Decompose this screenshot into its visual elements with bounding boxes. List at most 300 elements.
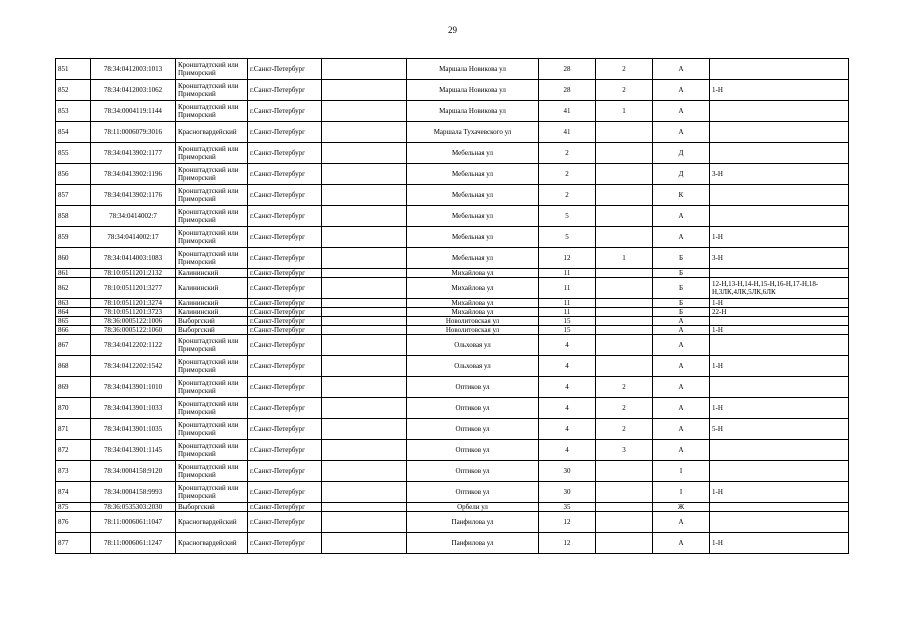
building-cell [596,122,653,143]
table-row [56,143,849,164]
premises-cell: 22-Н [710,308,849,317]
street-cell: Михайлова ул [407,278,539,299]
letter-cell: Д [653,143,710,164]
district-cell: Красногвардейский [176,533,248,554]
row-number-cell: 856 [56,164,91,185]
city-cell: г.Санкт-Петербург [248,299,322,308]
row-number-cell: 874 [56,482,91,503]
district-cell: Кронштадтский или Приморский [176,164,248,185]
street-cell: Маршала Новикова ул [407,59,539,80]
building-cell: 2 [596,59,653,80]
district-cell: Выборгский [176,503,248,512]
city-cell: г.Санкт-Петербург [248,326,322,335]
city-cell: г.Санкт-Петербург [248,398,322,419]
row-number-cell: 875 [56,503,91,512]
house-number-cell: 41 [539,122,596,143]
table-row [56,80,849,101]
building-cell [596,206,653,227]
premises-cell [710,122,849,143]
district-cell: Кронштадтский или Приморский [176,206,248,227]
table-row [56,512,849,533]
house-number-cell: 12 [539,512,596,533]
cadastral-number-cell: 78:34:0414003:1083 [91,248,176,269]
house-number-cell: 4 [539,356,596,377]
premises-cell: 1-Н [710,326,849,335]
street-cell: Панфилова ул [407,512,539,533]
row-number-cell: 869 [56,377,91,398]
building-cell [596,326,653,335]
letter-cell: А [653,227,710,248]
district-cell: Кронштадтский или Приморский [176,143,248,164]
city-cell: г.Санкт-Петербург [248,503,322,512]
premises-cell [710,185,849,206]
house-number-cell: 5 [539,227,596,248]
street-cell: Ольховая ул [407,335,539,356]
row-number-cell: 859 [56,227,91,248]
cadastral-number-cell: 78:34:0414002:7 [91,206,176,227]
premises-cell [710,335,849,356]
letter-cell: Б [653,269,710,278]
street-cell: Мебельная ул [407,143,539,164]
empty-cell [322,512,407,533]
letter-cell: А [653,317,710,326]
cadastral-number-cell: 78:34:0004158:9120 [91,461,176,482]
house-number-cell: 28 [539,80,596,101]
city-cell: г.Санкт-Петербург [248,461,322,482]
row-number-cell: 855 [56,143,91,164]
building-cell [596,143,653,164]
street-cell: Михайлова ул [407,308,539,317]
house-number-cell: 4 [539,398,596,419]
premises-cell [710,143,849,164]
empty-cell [322,440,407,461]
empty-cell [322,317,407,326]
city-cell: г.Санкт-Петербург [248,143,322,164]
table-row [56,206,849,227]
house-number-cell: 12 [539,248,596,269]
letter-cell: К [653,185,710,206]
letter-cell: А [653,101,710,122]
letter-cell: А [653,59,710,80]
house-number-cell: 4 [539,335,596,356]
row-number-cell: 865 [56,317,91,326]
city-cell: г.Санкт-Петербург [248,308,322,317]
letter-cell: Б [653,299,710,308]
table-row [56,533,849,554]
table-row [56,317,849,326]
cadastral-number-cell: 78:34:0412202:1122 [91,335,176,356]
building-cell: 1 [596,101,653,122]
city-cell: г.Санкт-Петербург [248,317,322,326]
district-cell: Кронштадтский или Приморский [176,335,248,356]
cadastral-number-cell: 78:36:0005122:1006 [91,317,176,326]
row-number-cell: 868 [56,356,91,377]
row-number-cell: 873 [56,461,91,482]
row-number-cell: 854 [56,122,91,143]
district-cell: Выборгский [176,326,248,335]
city-cell: г.Санкт-Петербург [248,227,322,248]
row-number-cell: 862 [56,278,91,299]
empty-cell [322,299,407,308]
table-row [56,398,849,419]
table-row [56,461,849,482]
letter-cell: А [653,206,710,227]
premises-cell: 5-Н [710,419,849,440]
district-cell: Кронштадтский или Приморский [176,377,248,398]
district-cell: Кронштадтский или Приморский [176,59,248,80]
building-cell: 2 [596,419,653,440]
empty-cell [322,227,407,248]
letter-cell: А [653,80,710,101]
premises-cell [710,503,849,512]
building-cell: 2 [596,80,653,101]
house-number-cell: 11 [539,269,596,278]
district-cell: Кронштадтский или Приморский [176,482,248,503]
district-cell: Кронштадтский или Приморский [176,227,248,248]
cadastral-number-cell: 78:34:0413901:1010 [91,377,176,398]
table-body [56,59,849,554]
cadastral-number-cell: 78:36:0535303:2030 [91,503,176,512]
city-cell: г.Санкт-Петербург [248,533,322,554]
table-row [56,269,849,278]
letter-cell: А [653,335,710,356]
empty-cell [322,122,407,143]
cadastral-number-cell: 78:11:0006061:1047 [91,512,176,533]
district-cell: Калининский [176,308,248,317]
city-cell: г.Санкт-Петербург [248,482,322,503]
street-cell: Ольховая ул [407,356,539,377]
cadastral-number-cell: 78:34:0004158:9993 [91,482,176,503]
house-number-cell: 2 [539,185,596,206]
empty-cell [322,59,407,80]
letter-cell: А [653,419,710,440]
district-cell: Кронштадтский или Приморский [176,419,248,440]
district-cell: Красногвардейский [176,512,248,533]
row-number-cell: 860 [56,248,91,269]
letter-cell: А [653,533,710,554]
house-number-cell: 30 [539,461,596,482]
letter-cell: І [653,482,710,503]
house-number-cell: 15 [539,326,596,335]
premises-cell [710,317,849,326]
empty-cell [322,326,407,335]
empty-cell [322,398,407,419]
row-number-cell: 872 [56,440,91,461]
house-number-cell: 11 [539,308,596,317]
letter-cell: А [653,122,710,143]
building-cell [596,164,653,185]
street-cell: Мебельная ул [407,185,539,206]
table-row [56,299,849,308]
table-row [56,326,849,335]
row-number-cell: 864 [56,308,91,317]
street-cell: Новолитовская ул [407,317,539,326]
cadastral-number-cell: 78:34:0413901:1145 [91,440,176,461]
house-number-cell: 4 [539,440,596,461]
building-cell [596,512,653,533]
row-number-cell: 861 [56,269,91,278]
house-number-cell: 30 [539,482,596,503]
street-cell: Панфилова ул [407,533,539,554]
letter-cell: Д [653,164,710,185]
row-number-cell: 870 [56,398,91,419]
table-row [56,356,849,377]
cadastral-number-cell: 78:10:0511201:3274 [91,299,176,308]
row-number-cell: 876 [56,512,91,533]
table-row [56,278,849,299]
registry-table [55,58,849,554]
empty-cell [322,503,407,512]
letter-cell: А [653,512,710,533]
street-cell: Оптиков ул [407,398,539,419]
building-cell [596,503,653,512]
building-cell [596,533,653,554]
row-number-cell: 851 [56,59,91,80]
street-cell: Михайлова ул [407,269,539,278]
house-number-cell: 12 [539,533,596,554]
table-row [56,335,849,356]
house-number-cell: 2 [539,143,596,164]
city-cell: г.Санкт-Петербург [248,248,322,269]
empty-cell [322,377,407,398]
street-cell: Михайлова ул [407,299,539,308]
letter-cell: А [653,398,710,419]
city-cell: г.Санкт-Петербург [248,512,322,533]
building-cell [596,308,653,317]
building-cell: 1 [596,248,653,269]
table-row [56,482,849,503]
building-cell [596,482,653,503]
cadastral-number-cell: 78:34:0413902:1176 [91,185,176,206]
city-cell: г.Санкт-Петербург [248,377,322,398]
city-cell: г.Санкт-Петербург [248,419,322,440]
premises-cell: 3-Н [710,164,849,185]
cadastral-number-cell: 78:34:0413902:1196 [91,164,176,185]
building-cell [596,317,653,326]
building-cell [596,335,653,356]
city-cell: г.Санкт-Петербург [248,440,322,461]
building-cell [596,269,653,278]
street-cell: Орбели ул [407,503,539,512]
premises-cell [710,440,849,461]
empty-cell [322,278,407,299]
row-number-cell: 858 [56,206,91,227]
district-cell: Кронштадтский или Приморский [176,248,248,269]
building-cell: 2 [596,398,653,419]
premises-cell [710,269,849,278]
cadastral-number-cell: 78:36:0005122:1060 [91,326,176,335]
table-row [56,248,849,269]
page-number: 29 [448,25,457,35]
row-number-cell: 857 [56,185,91,206]
premises-cell [710,206,849,227]
district-cell: Кронштадтский или Приморский [176,80,248,101]
district-cell: Кронштадтский или Приморский [176,101,248,122]
city-cell: г.Санкт-Петербург [248,122,322,143]
empty-cell [322,143,407,164]
premises-cell [710,59,849,80]
street-cell: Оптиков ул [407,377,539,398]
letter-cell: А [653,356,710,377]
building-cell [596,185,653,206]
premises-cell: 1-Н [710,227,849,248]
letter-cell: Б [653,278,710,299]
cadastral-number-cell: 78:34:0004119:1144 [91,101,176,122]
letter-cell: А [653,326,710,335]
premises-cell: 1-Н [710,482,849,503]
row-number-cell: 852 [56,80,91,101]
building-cell: 3 [596,440,653,461]
table-row [56,419,849,440]
street-cell: Оптиков ул [407,440,539,461]
building-cell [596,299,653,308]
table-row [56,377,849,398]
cadastral-number-cell: 78:34:0412202:1542 [91,356,176,377]
letter-cell: Б [653,308,710,317]
row-number-cell: 867 [56,335,91,356]
premises-cell [710,512,849,533]
table-row [56,185,849,206]
city-cell: г.Санкт-Петербург [248,206,322,227]
empty-cell [322,308,407,317]
city-cell: г.Санкт-Петербург [248,356,322,377]
cadastral-number-cell: 78:34:0412003:1062 [91,80,176,101]
building-cell [596,461,653,482]
row-number-cell: 853 [56,101,91,122]
house-number-cell: 4 [539,419,596,440]
house-number-cell: 41 [539,101,596,122]
letter-cell: І [653,461,710,482]
cadastral-number-cell: 78:10:0511201:2132 [91,269,176,278]
table-row [56,101,849,122]
empty-cell [322,269,407,278]
district-cell: Кронштадтский или Приморский [176,398,248,419]
premises-cell [710,377,849,398]
district-cell: Калининский [176,278,248,299]
district-cell: Кронштадтский или Приморский [176,440,248,461]
empty-cell [322,185,407,206]
table-row [56,503,849,512]
city-cell: г.Санкт-Петербург [248,101,322,122]
street-cell: Оптиков ул [407,482,539,503]
building-cell [596,356,653,377]
table-row [56,440,849,461]
empty-cell [322,482,407,503]
building-cell [596,227,653,248]
cadastral-number-cell: 78:34:0412003:1013 [91,59,176,80]
premises-cell: 3-Н [710,248,849,269]
district-cell: Калининский [176,299,248,308]
empty-cell [322,248,407,269]
premises-cell: 1-Н [710,533,849,554]
district-cell: Калининский [176,269,248,278]
house-number-cell: 15 [539,317,596,326]
premises-cell [710,101,849,122]
house-number-cell: 11 [539,278,596,299]
empty-cell [322,164,407,185]
city-cell: г.Санкт-Петербург [248,335,322,356]
cadastral-number-cell: 78:34:0413901:1033 [91,398,176,419]
cadastral-number-cell: 78:34:0413901:1035 [91,419,176,440]
table-row [56,59,849,80]
street-cell: Маршала Новикова ул [407,101,539,122]
street-cell: Маршала Тухачевского ул [407,122,539,143]
premises-cell: 1-Н [710,80,849,101]
house-number-cell: 4 [539,377,596,398]
building-cell: 2 [596,377,653,398]
house-number-cell: 28 [539,59,596,80]
premises-cell: 1-Н [710,398,849,419]
premises-cell [710,461,849,482]
empty-cell [322,533,407,554]
street-cell: Мебельная ул [407,227,539,248]
table-row [56,164,849,185]
district-cell: Кронштадтский или Приморский [176,185,248,206]
cadastral-number-cell: 78:11:0006061:1247 [91,533,176,554]
row-number-cell: 871 [56,419,91,440]
district-cell: Кронштадтский или Приморский [176,356,248,377]
empty-cell [322,419,407,440]
street-cell: Мебельная ул [407,248,539,269]
city-cell: г.Санкт-Петербург [248,185,322,206]
letter-cell: А [653,440,710,461]
premises-cell: 1-Н [710,356,849,377]
empty-cell [322,206,407,227]
empty-cell [322,335,407,356]
table-row [56,308,849,317]
cadastral-number-cell: 78:10:0511201:3277 [91,278,176,299]
city-cell: г.Санкт-Петербург [248,80,322,101]
premises-cell: 1-Н [710,299,849,308]
empty-cell [322,101,407,122]
empty-cell [322,461,407,482]
district-cell: Кронштадтский или Приморский [176,461,248,482]
street-cell: Новолитовская ул [407,326,539,335]
empty-cell [322,80,407,101]
table-row [56,227,849,248]
street-cell: Оптиков ул [407,419,539,440]
street-cell: Маршала Новикова ул [407,80,539,101]
letter-cell: Б [653,248,710,269]
row-number-cell: 866 [56,326,91,335]
street-cell: Мебельная ул [407,164,539,185]
building-cell [596,278,653,299]
city-cell: г.Санкт-Петербург [248,59,322,80]
row-number-cell: 877 [56,533,91,554]
cadastral-number-cell: 78:34:0414002:17 [91,227,176,248]
cadastral-number-cell: 78:11:0006079:3016 [91,122,176,143]
street-cell: Мебельная ул [407,206,539,227]
district-cell: Красногвардейский [176,122,248,143]
empty-cell [322,356,407,377]
cadastral-number-cell: 78:10:0511201:3723 [91,308,176,317]
district-cell: Выборгский [176,317,248,326]
cadastral-number-cell: 78:34:0413902:1177 [91,143,176,164]
house-number-cell: 2 [539,164,596,185]
premises-cell: 12-Н,13-Н,14-Н,15-Н,16-Н,17-Н,18-Н,3ЛК,4ЛК,5ЛК,6ЛК [710,278,849,299]
street-cell: Оптиков ул [407,461,539,482]
table-row [56,122,849,143]
letter-cell: А [653,377,710,398]
house-number-cell: 11 [539,299,596,308]
house-number-cell: 5 [539,206,596,227]
house-number-cell: 35 [539,503,596,512]
letter-cell: Ж [653,503,710,512]
city-cell: г.Санкт-Петербург [248,278,322,299]
city-cell: г.Санкт-Петербург [248,164,322,185]
row-number-cell: 863 [56,299,91,308]
city-cell: г.Санкт-Петербург [248,269,322,278]
